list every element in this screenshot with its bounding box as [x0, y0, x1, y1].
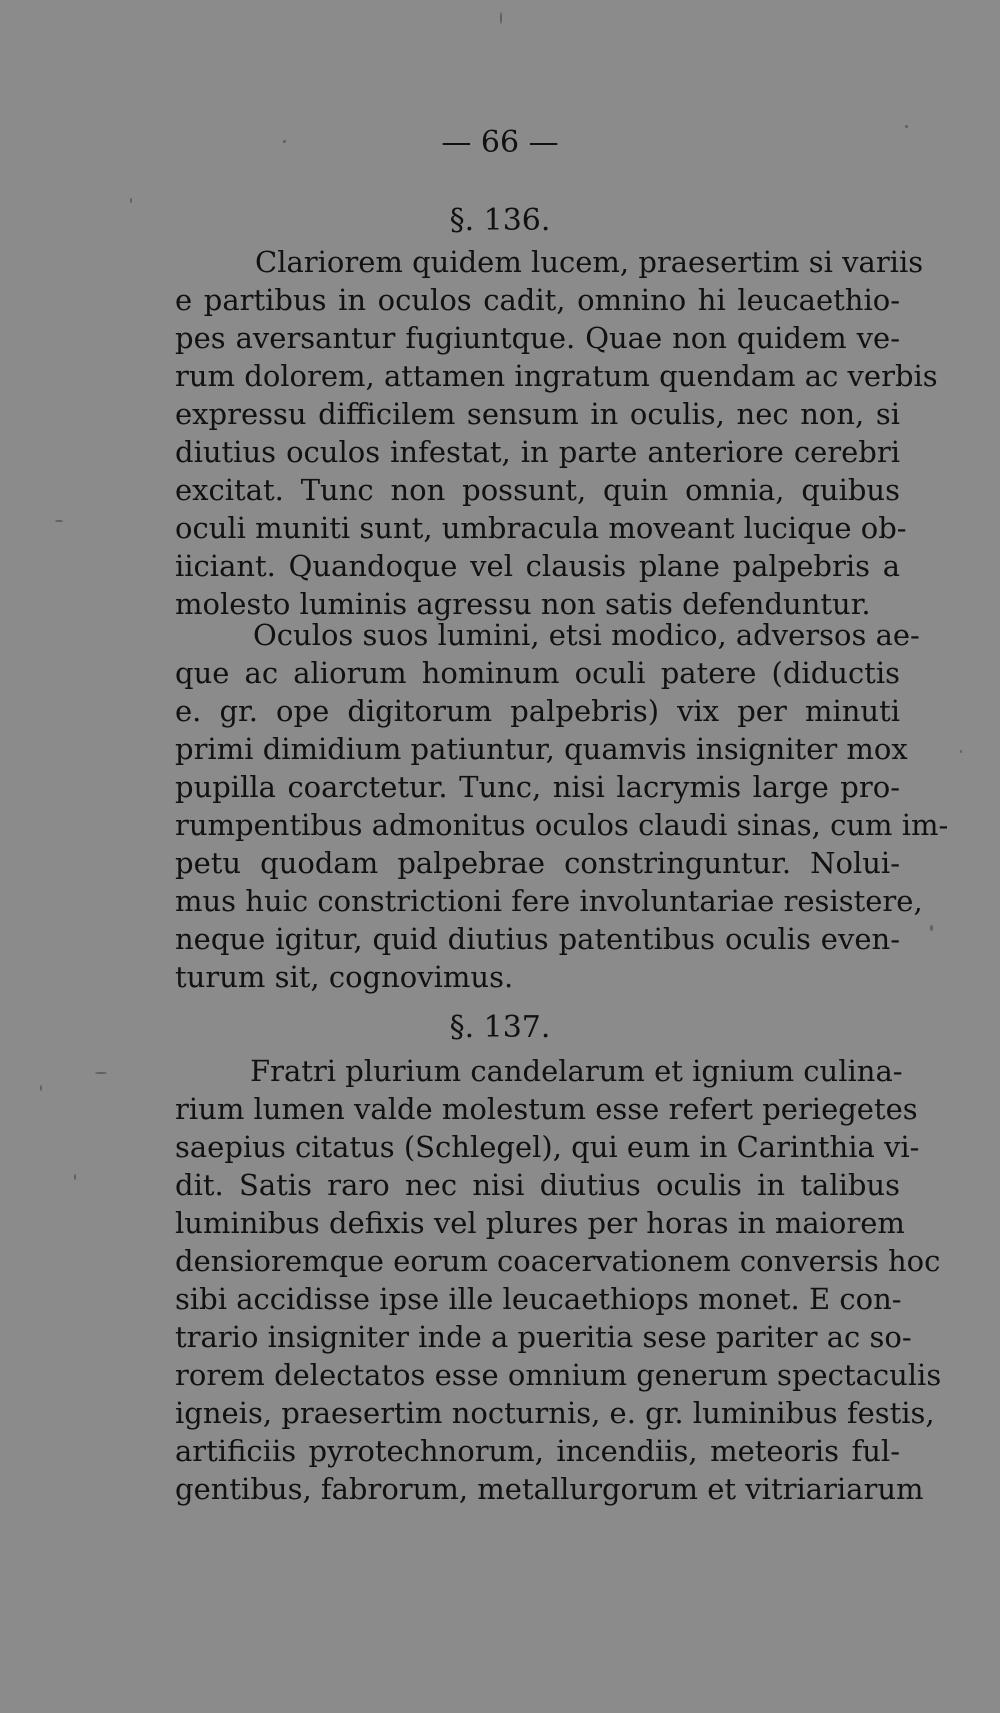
text-line: Oculos suos lumini, etsi modico, adversos ae-	[253, 618, 920, 652]
section-heading-136: §. 136.	[449, 203, 551, 238]
section-136-paragraph-1	[175, 243, 938, 623]
text-line: sibi accidisse ipse ille leucaethiops monet. E con-	[175, 1282, 902, 1316]
scan-speck	[95, 1072, 107, 1074]
section-136-paragraph-2	[175, 616, 949, 996]
text-line: molesto luminis agressu non satis defenduntur.	[175, 587, 871, 621]
text-line: iiciant. Quandoque vel clausis plane palpebris a	[175, 549, 900, 583]
text-line: rium lumen valde molestum esse refert periegetes	[175, 1092, 918, 1126]
text-line: igneis, praesertim nocturnis, e. gr. luminibus festis,	[175, 1396, 935, 1430]
text-line: que ac aliorum hominum oculi patere (diductis	[175, 656, 900, 690]
scan-speck	[960, 750, 962, 753]
scan-speck	[905, 125, 908, 128]
text-line: turum sit, cognovimus.	[175, 960, 514, 994]
text-line: densioremque eorum coacervationem conversis hoc	[175, 1244, 941, 1278]
section-heading-137: §. 137.	[449, 1010, 551, 1045]
text-line: saepius citatus (Schlegel), qui eum in Carinthia vi-	[175, 1130, 920, 1164]
text-line: Fratri plurium candelarum et ignium culina-	[250, 1054, 903, 1088]
text-line: dit. Satis raro nec nisi diutius oculis in talibus	[175, 1168, 900, 1202]
text-line: rum dolorem, attamen ingratum quendam ac verbis	[175, 359, 938, 393]
scan-speck	[40, 1085, 42, 1091]
text-line: oculi muniti sunt, umbracula moveant lucique ob-	[175, 511, 907, 545]
text-line: artificiis pyrotechnorum, incendiis, meteoris ful-	[175, 1434, 900, 1468]
scan-speck	[130, 198, 132, 203]
text-line: primi dimidium patiuntur, quamvis insigniter mox	[175, 732, 908, 766]
text-line: diutius oculos infestat, in parte anteriore cerebri	[175, 435, 900, 469]
text-line: pes aversantur fugiuntque. Quae non quidem ve-	[175, 321, 900, 355]
text-line: rorem delectatos esse omnium generum spectaculis	[175, 1358, 942, 1392]
text-line: e. gr. ope digitorum palpebris) vix per minuti	[175, 694, 900, 728]
text-line: petu quodam palpebrae constringuntur. Nolui-	[175, 846, 900, 880]
text-line: expressu difficilem sensum in oculis, nec non, si	[175, 397, 900, 431]
text-line: rumpentibus admonitus oculos claudi sinas, cum im-	[175, 808, 949, 842]
scan-speck	[74, 1174, 76, 1180]
text-line: Clariorem quidem lucem, praesertim si variis	[255, 245, 924, 279]
text-line: trario insigniter inde a pueritia sese pariter ac so-	[175, 1320, 912, 1354]
scan-speck	[500, 12, 502, 24]
text-line: e partibus in oculos cadit, omnino hi leucaethio-	[175, 283, 900, 317]
text-line: neque igitur, quid diutius patentibus oculis even-	[175, 922, 900, 956]
scan-speck	[55, 520, 63, 522]
text-line: gentibus, fabrorum, metallurgorum et vitriariarum	[175, 1472, 924, 1506]
text-line: excitat. Tunc non possunt, quin omnia, quibus	[175, 473, 900, 507]
text-line: pupilla coarctetur. Tunc, nisi lacrymis large pro-	[175, 770, 900, 804]
scan-speck	[283, 140, 286, 143]
section-137-paragraph-1	[175, 1052, 942, 1508]
page-number: — 66 —	[441, 125, 559, 160]
text-line: mus huic constrictioni fere involuntariae resistere,	[175, 884, 923, 918]
text-line: luminibus defixis vel plures per horas in maiorem	[175, 1206, 905, 1240]
scan-speck	[930, 925, 933, 931]
